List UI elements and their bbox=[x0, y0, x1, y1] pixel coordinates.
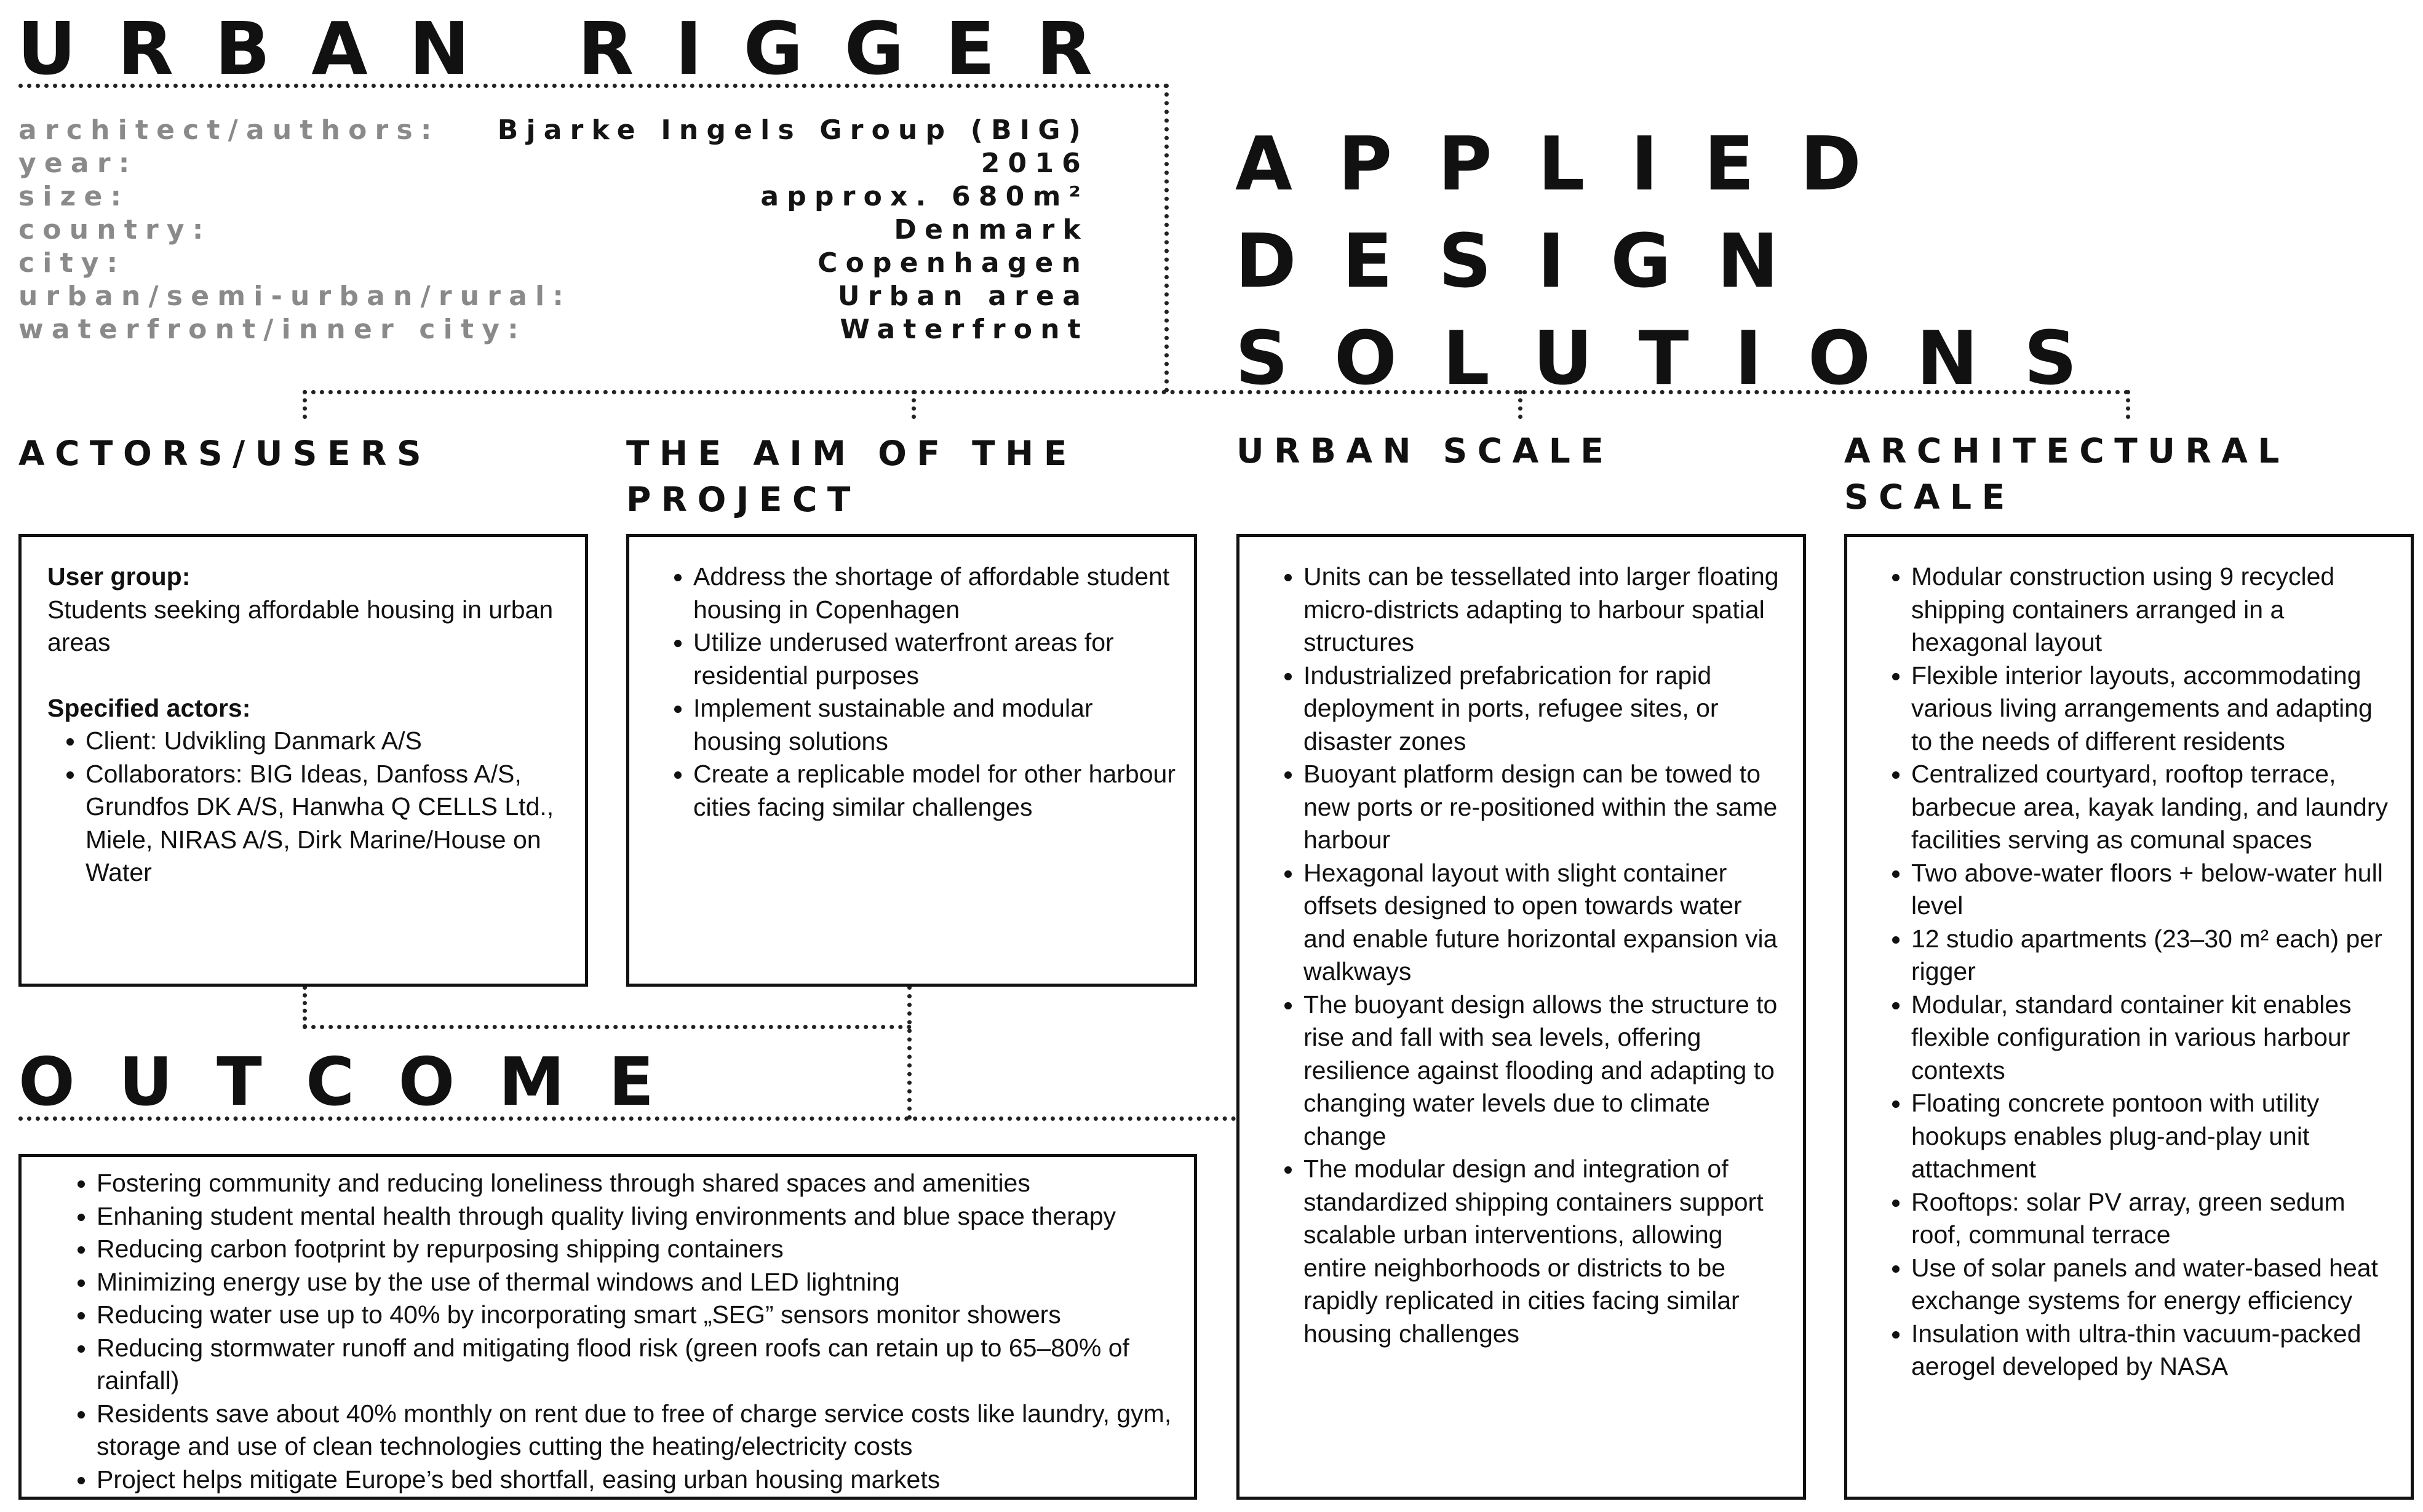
list-item: • Collaborators: BIG Ideas, Danfoss A/S, Grundfos DK A/S, Hanwha Q CELLS Ltd., Miele, NIRAS A/S, Dirk Marine/House on Water bbox=[86, 758, 567, 889]
connector-line bbox=[1164, 84, 1169, 392]
architectural-heading: ARCHITECTURAL SCALE bbox=[1844, 431, 2290, 517]
aim-heading: THE AIM OF THE PROJECT bbox=[626, 434, 1077, 519]
architectural-list bbox=[1873, 560, 2392, 1383]
info-row bbox=[18, 247, 1089, 283]
actors-heading: ACTORS/USERS bbox=[18, 434, 432, 473]
list-item: • Create a replicable model for other harbour cities facing similar challenges bbox=[693, 758, 1176, 824]
info-value: Copenhagen bbox=[818, 247, 1089, 279]
list-item: • Fostering community and reducing loneliness through shared spaces and amenities bbox=[97, 1167, 1176, 1200]
urban-list bbox=[1265, 560, 1784, 1350]
list-item: • Modular, standard container kit enables flexible configuration in various harbour contexts bbox=[1911, 989, 2392, 1088]
list-item: • Floating concrete pontoon with utility hookups enables plug-and-play unit attachment bbox=[1911, 1087, 2392, 1186]
list-item: • Reducing carbon footprint by repurposing shipping containers bbox=[97, 1233, 1176, 1266]
connector-line bbox=[907, 985, 912, 1120]
architectural-box bbox=[1844, 534, 2414, 1500]
project-info bbox=[18, 114, 1089, 349]
aim-list bbox=[655, 560, 1176, 824]
aim-box bbox=[626, 534, 1197, 987]
info-label: waterfront/inner city: bbox=[18, 314, 527, 345]
list-item: • Buoyant platform design can be towed to new ports or re-positioned within the same harbour bbox=[1303, 758, 1784, 857]
info-label: country: bbox=[18, 214, 212, 245]
connector-line bbox=[1518, 390, 1522, 419]
connector-line bbox=[912, 390, 916, 419]
info-row bbox=[18, 316, 1089, 349]
info-value: Waterfront bbox=[840, 314, 1089, 345]
specified-actors-label: Specified actors: bbox=[47, 693, 251, 722]
info-label: urban/semi-urban/rural: bbox=[18, 281, 572, 312]
list-item: • The buoyant design allows the structure to rise and fall with sea levels, offering resilience against flooding and adapting to changing water levels due to climate change bbox=[1303, 989, 1784, 1153]
info-value: Bjarke Ingels Group (BIG) bbox=[497, 114, 1089, 146]
list-item: • 12 studio apartments (23–30 m² each) per rigger bbox=[1911, 923, 2392, 989]
list-item: • Project helps mitigate Europe’s bed shortfall, easing urban housing markets bbox=[97, 1463, 1176, 1497]
connector-line bbox=[303, 390, 307, 419]
list-item: • Industrialized prefabrication for rapid deployment in ports, refugee sites, or disaster zones bbox=[1303, 659, 1784, 758]
title-divider bbox=[18, 84, 1169, 88]
list-item: • The modular design and integration of standardized shipping containers support scalable urban interventions, allowing entire neighborhoods or districts to be rapidly replicated in cities facing similar housing challenges bbox=[1303, 1153, 1784, 1350]
connector-line bbox=[2126, 390, 2130, 419]
list-item: • Residents save about 40% monthly on rent due to free of charge service costs like laundry, gym, storage and use of clean technologies cutting the heating/electricity costs bbox=[97, 1398, 1176, 1463]
actors-list bbox=[47, 725, 567, 889]
outcome-box bbox=[18, 1154, 1197, 1500]
list-item: • Implement sustainable and modular housing solutions bbox=[693, 692, 1176, 758]
list-item: • Centralized courtyard, rooftop terrace, barbecue area, kayak landing, and laundry facilities serving as comunal spaces bbox=[1911, 758, 2392, 857]
list-item: • Insulation with ultra-thin vacuum-packed aerogel developed by NASA bbox=[1911, 1318, 2392, 1383]
list-item: • Address the shortage of affordable student housing in Copenhagen bbox=[693, 560, 1176, 626]
info-row bbox=[18, 150, 1089, 183]
info-row bbox=[18, 183, 1089, 217]
info-value: Urban area bbox=[837, 281, 1089, 312]
list-item: • Minimizing energy use by the use of thermal windows and LED lightning bbox=[97, 1266, 1176, 1299]
info-label: city: bbox=[18, 247, 126, 279]
list-item: • Use of solar panels and water-based heat exchange systems for energy efficiency bbox=[1911, 1252, 2392, 1318]
urban-heading: URBAN SCALE bbox=[1236, 431, 1614, 471]
list-item: • Rooftops: solar PV array, green sedum roof, communal terrace bbox=[1911, 1186, 2392, 1252]
outcome-list bbox=[47, 1167, 1176, 1496]
info-value: 2016 bbox=[981, 148, 1089, 179]
info-label: architect/authors: bbox=[18, 114, 440, 146]
info-label: year: bbox=[18, 148, 138, 179]
info-row bbox=[18, 283, 1089, 316]
list-item: • Utilize underused waterfront areas for residential purposes bbox=[693, 626, 1176, 692]
info-value: approx. 680m² bbox=[760, 181, 1089, 212]
connector-line bbox=[303, 390, 2130, 394]
applied-line-1: APPLIED bbox=[1235, 122, 1908, 207]
outcome-heading: OUTCOME bbox=[18, 1044, 698, 1121]
list-item: • Flexible interior layouts, accommodating various living arrangements and adapting to the needs of different residents bbox=[1911, 659, 2392, 758]
user-group-label: User group: bbox=[47, 562, 191, 591]
urban-box bbox=[1236, 534, 1806, 1500]
list-item: • Hexagonal layout with slight container offsets designed to open towards water and enable future horizontal expansion via walkways bbox=[1303, 857, 1784, 989]
list-item: • Units can be tessellated into larger floating micro-districts adapting to harbour spatial structures bbox=[1303, 560, 1784, 659]
list-item: • Reducing stormwater runoff and mitigating flood risk (green roofs can retain up to 65–80% of rainfall) bbox=[97, 1332, 1176, 1398]
applied-line-2: DESIGN bbox=[1235, 219, 1824, 304]
info-value: Denmark bbox=[894, 214, 1089, 245]
info-label: size: bbox=[18, 181, 130, 212]
list-item: • Client: Udvikling Danmark A/S bbox=[86, 725, 567, 758]
list-item: • Two above-water floors + below-water hull level bbox=[1911, 857, 2392, 923]
list-item: • Enhaning student mental health through quality living environments and blue space therapy bbox=[97, 1200, 1176, 1233]
list-item: • Modular construction using 9 recycled shipping containers arranged in a hexagonal layout bbox=[1911, 560, 2392, 659]
info-row bbox=[18, 114, 1089, 150]
connector-line bbox=[303, 985, 307, 1029]
applied-line-3: SOLUTIONS bbox=[1235, 316, 2123, 402]
user-group-text: Students seeking affordable housing in urban areas bbox=[47, 595, 554, 656]
actors-box bbox=[18, 534, 588, 987]
list-item: • Reducing water use up to 40% by incorporating smart „SEG” sensors monitor showers bbox=[97, 1299, 1176, 1332]
info-row bbox=[18, 214, 1089, 250]
connector-line bbox=[303, 1025, 912, 1029]
project-title: URBAN RIGGER bbox=[17, 6, 1134, 91]
